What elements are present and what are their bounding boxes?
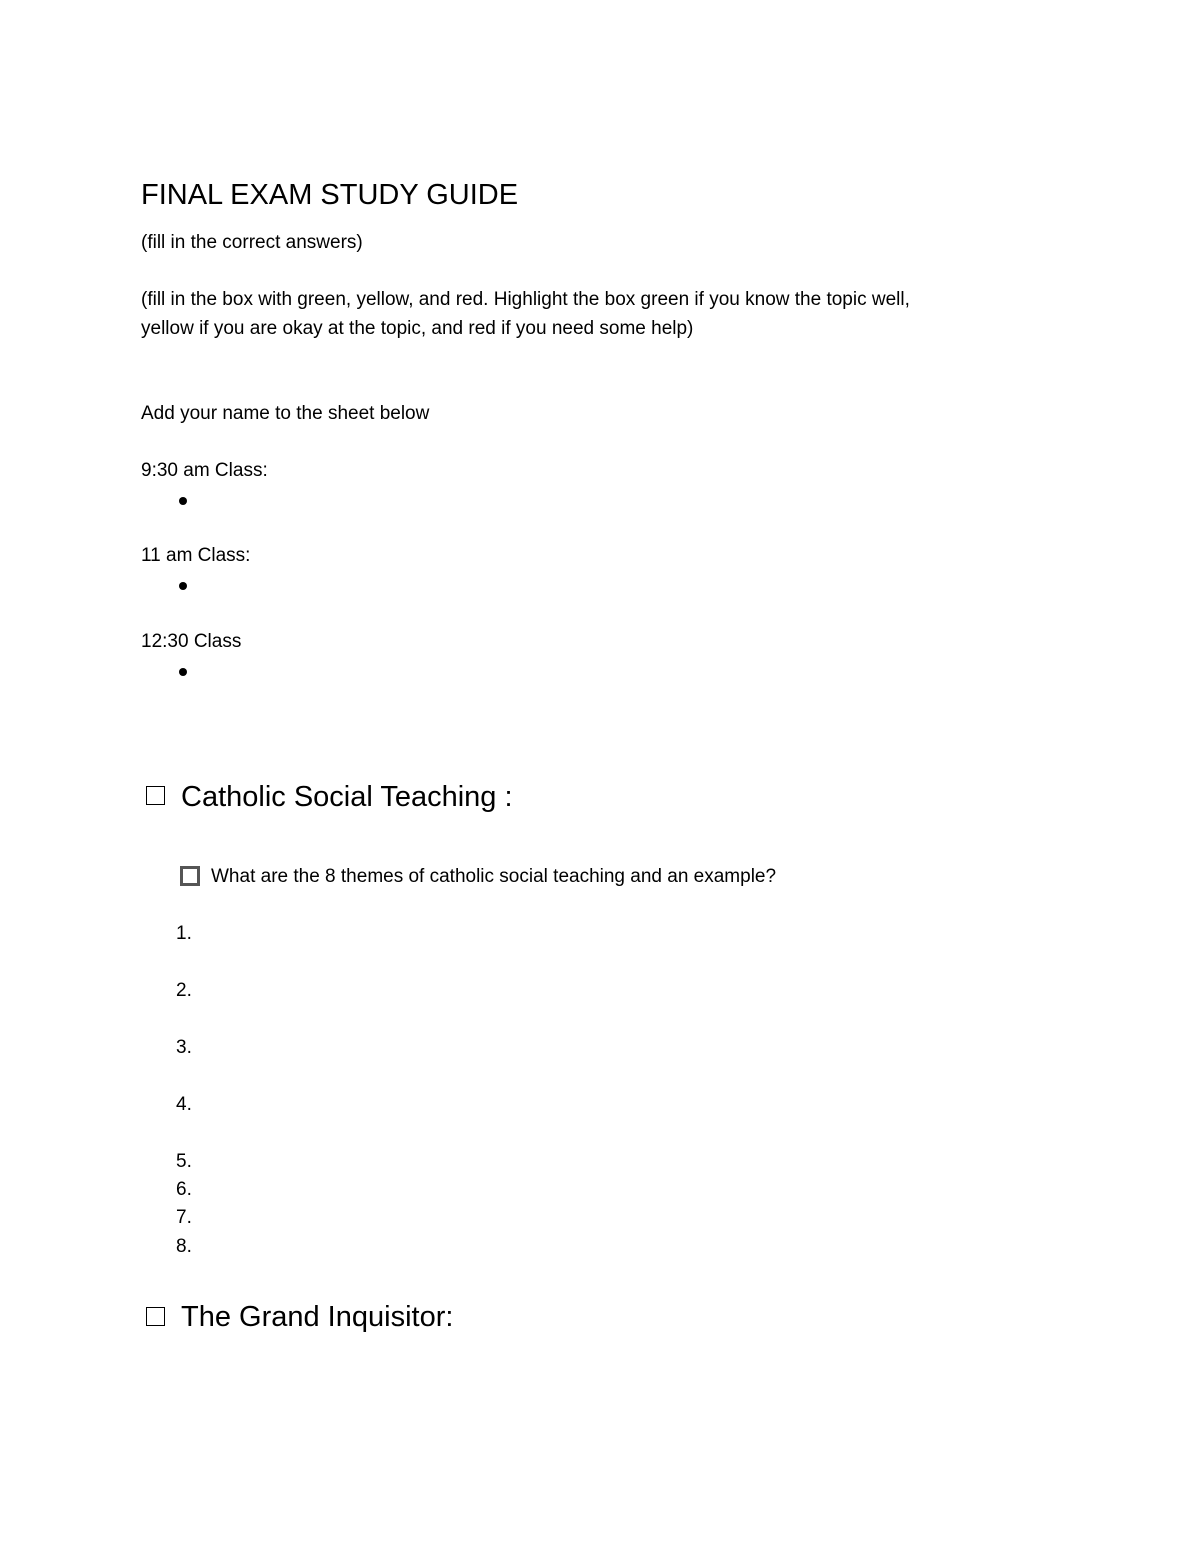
class-label-930: 9:30 am Class:	[141, 460, 268, 481]
class-label-11: 11 am Class:	[141, 545, 251, 566]
instructions-line-2: yellow if you are okay at the topic, and red if you need some help)	[141, 318, 694, 339]
section-heading-catholic-social-teaching: Catholic Social Teaching :	[181, 781, 513, 813]
bullet-icon	[179, 582, 187, 590]
numbered-item: 1.	[176, 923, 192, 944]
section-heading-grand-inquisitor: The Grand Inquisitor:	[181, 1301, 454, 1333]
section-checkbox-icon[interactable]	[146, 1307, 165, 1326]
class-label-1230: 12:30 Class	[141, 631, 242, 652]
question-checkbox-icon[interactable]	[180, 866, 200, 886]
numbered-item: 3.	[176, 1037, 192, 1058]
numbered-item: 6.	[176, 1179, 192, 1200]
bullet-icon	[179, 668, 187, 676]
question-text: What are the 8 themes of catholic social teaching and an example?	[211, 866, 777, 887]
numbered-item: 4.	[176, 1094, 192, 1115]
page-title: FINAL EXAM STUDY GUIDE	[141, 179, 519, 211]
subtitle-text: (fill in the correct answers)	[141, 232, 363, 253]
instructions-line-1: (fill in the box with green, yellow, and red. Highlight the box green if you know the topic well,	[141, 289, 910, 310]
numbered-item: 5.	[176, 1151, 192, 1172]
numbered-item: 8.	[176, 1236, 192, 1257]
add-name-instruction: Add your name to the sheet below	[141, 403, 430, 424]
bullet-icon	[179, 497, 187, 505]
numbered-item: 7.	[176, 1207, 192, 1228]
section-checkbox-icon[interactable]	[146, 786, 165, 805]
numbered-item: 2.	[176, 980, 192, 1001]
